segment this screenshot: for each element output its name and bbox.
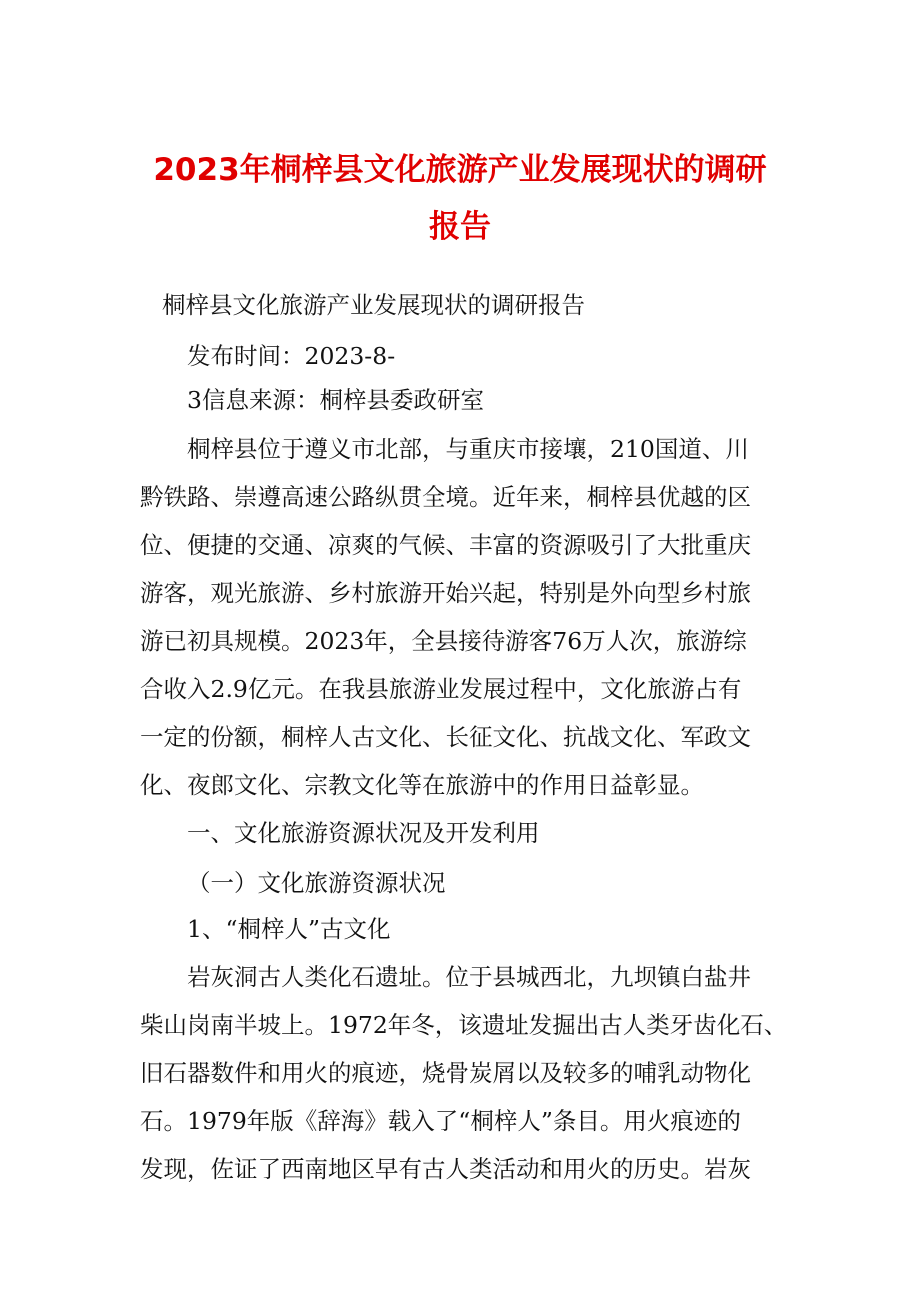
body-line: 位、便捷的交通、凉爽的气候、丰富的资源吸引了大批重庆 [140,531,751,559]
body-line: 游客，观光旅游、乡村旅游开始兴起，特别是外向型乡村旅 [140,579,751,607]
subsection-heading: （一）文化旅游资源状况 [187,869,446,897]
document-title: 2023年桐梓县文化旅游产业发展现状的调研报告 [153,152,767,245]
body-line: 桐梓县文化旅游产业发展现状的调研报告 [162,291,585,319]
body-line: 一定的份额，桐梓人古文化、长征文化、抗战文化、军政文 [140,723,751,751]
body-line: 石。1979年版《辞海》载入了“桐梓人”条目。用火痕迹的 [140,1107,741,1135]
body-line: 发布时间：2023-8- [187,342,396,370]
body-line: 3信息来源：桐梓县委政研室 [187,386,484,414]
body-line: 合收入2.9亿元。在我县旅游业发展过程中，文化旅游占有 [140,675,742,703]
body-line: 旧石器数件和用火的痕迹，烧骨炭屑以及较多的哺乳动物化 [140,1059,751,1087]
body-line: 化、夜郎文化、宗教文化等在旅游中的作用日益彰显。 [140,771,704,799]
body-line: 岩灰洞古人类化石遗址。位于县城西北，九坝镇白盐井 [187,963,751,991]
body-line: 柴山岗南半坡上。1972年冬，该遗址发掘出古人类牙齿化石、 [140,1011,788,1039]
body-line: 游已初具规模。2023年，全县接待游客76万人次，旅游综 [140,627,747,655]
item-heading: 1、“桐梓人”古文化 [187,915,391,943]
body-line: 发现，佐证了西南地区早有古人类活动和用火的历史。岩灰 [140,1155,751,1183]
body-line: 桐梓县位于遵义市北部，与重庆市接壤，210国道、川 [187,435,749,463]
section-heading: 一、文化旅游资源状况及开发利用 [187,819,540,847]
body-line: 黔铁路、崇遵高速公路纵贯全境。近年来，桐梓县优越的区 [140,483,751,511]
